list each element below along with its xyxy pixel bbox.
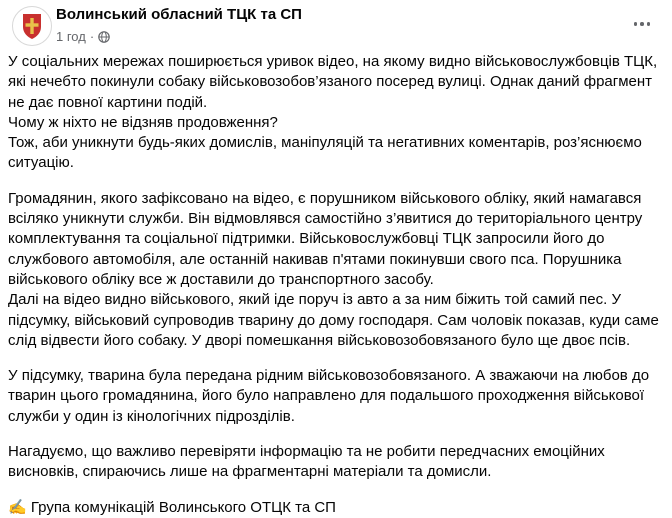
post-paragraph bbox=[8, 442, 668, 483]
text-line: Нагадуємо, що важливо перевіряти інформацію та не робити передчасних емоційних bbox=[8, 443, 605, 461]
text-line: тварин цього громадянина, його було направлено для подальшого проходження військової bbox=[8, 387, 645, 405]
meta-separator: · bbox=[89, 29, 95, 44]
post-timestamp[interactable]: 1 год bbox=[56, 29, 86, 44]
post-text bbox=[8, 52, 668, 518]
post-paragraph bbox=[8, 366, 668, 427]
post-paragraph bbox=[8, 189, 668, 351]
text-line: висновків, спираючись лише на фрагментарні матеріали та домисли. bbox=[8, 463, 492, 481]
text-line: службового автомобіля, але останній накивав п'ятами покинувши свого пса. Порушника bbox=[8, 250, 622, 268]
post-header bbox=[10, 4, 662, 48]
text-line: У підсумку, тварина була передана рідним військовозобовязаного. А зважаючи на любов до bbox=[8, 367, 650, 385]
post-signature bbox=[8, 498, 668, 518]
text-line: Громадянин, якого зафіксовано на відео, є порушником військового обліку, який намагався bbox=[8, 189, 642, 207]
text-line: військового обліку все ж доставили до транспортного засобу. bbox=[8, 270, 434, 288]
text-line: ситуацію. bbox=[8, 154, 74, 172]
page-name-link[interactable]: Волинський обласний ТЦК та СП bbox=[56, 6, 302, 23]
text-line: служби у один із кінологічних підрозділів. bbox=[8, 407, 295, 425]
signature-line bbox=[8, 498, 668, 518]
text-line: підсумку, військовий супроводив тварину до дому господаря. Сам чоловік показав, куди саме bbox=[8, 311, 659, 329]
coat-of-arms-logo bbox=[13, 7, 51, 45]
text-line: Тож, аби уникнути будь-яких домислів, маніпуляцій та негативних коментарів, роз’яснюємо bbox=[8, 134, 642, 152]
text-line: У соціальних мережах поширюється уривок відео, на якому видно військовослужбовців ТЦК, bbox=[8, 53, 658, 70]
more-options-icon[interactable] bbox=[628, 10, 656, 38]
globe-icon[interactable] bbox=[98, 31, 110, 43]
writing-hand-icon: ✍️ bbox=[8, 498, 27, 516]
post-meta bbox=[56, 29, 110, 44]
text-line: які нечебто покинули собаку військовозобов’язаного посеред вулиці. Однак даний фрагмент bbox=[8, 73, 653, 91]
text-line: Чому ж ніхто не відзняв продовження? bbox=[8, 113, 278, 131]
text-line: Далі на відео видно військового, який іде поруч із авто а за ним біжить той самий пес. У bbox=[8, 291, 622, 309]
signature-text: Група комунікацій Волинського ОТЦК та СП bbox=[30, 498, 336, 516]
text-line: комплектування та соціальної підтримки. Військовослужбовці ТЦК запросили його до bbox=[8, 230, 605, 248]
page-avatar[interactable] bbox=[12, 6, 52, 46]
text-line: слід відвести його собаку. У дворі помешкання військовозобовязаного було ще двоє псів. bbox=[8, 331, 631, 349]
post-paragraph bbox=[8, 52, 668, 174]
text-line: всіляко уникнути служби. Він відмовлявся самостійно з’явитися до територіального центру bbox=[8, 210, 643, 228]
text-line: не дає повної картини подій. bbox=[8, 93, 208, 111]
